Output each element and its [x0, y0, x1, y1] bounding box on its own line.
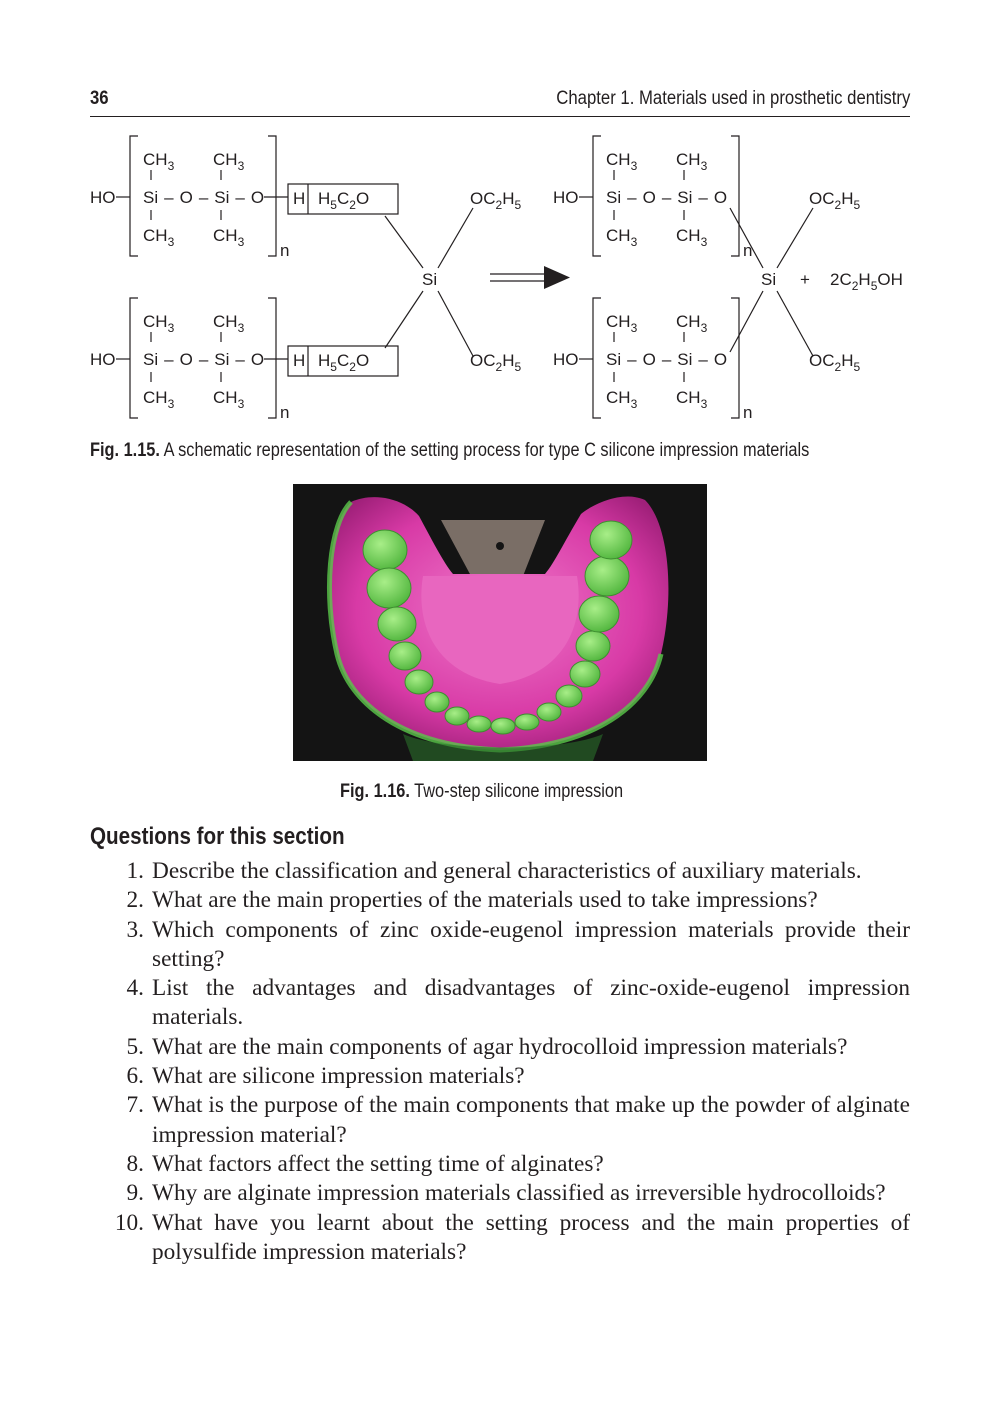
svg-text:OC2H5: $OC_2H_5$: [470, 189, 522, 212]
list-item: 10. What have you learnt about the setting process and the main properties of polysulfide impression materials?: [114, 1209, 910, 1265]
figure-caption-text: Two-step silicone impression: [409, 781, 624, 802]
svg-text:HO: HO: [553, 350, 579, 369]
list-item: 6. What are silicone impression materials?: [126, 1063, 525, 1090]
svg-text:OC2H5: $OC_2H_5$: [809, 351, 861, 374]
list-item: 2. What are the main properties of the materials used to take impressions?: [126, 887, 818, 914]
figure-1-16-caption: [340, 781, 623, 803]
setting-reaction-scheme: [80, 128, 920, 428]
figure-label: Fig. 1.15.: [90, 440, 160, 461]
list-item: 8. What factors affect the setting time of alginates?: [126, 1150, 604, 1177]
crosslinked-silicon: [730, 189, 903, 374]
svg-text:OC2H5: $OC_2H_5$: [809, 189, 861, 212]
list-item: 3. Which components of zinc oxide-eugenol impression materials provide their setting?: [126, 916, 910, 972]
svg-text:OC2H5: $OC_2H_5$: [470, 351, 522, 374]
running-head: [90, 86, 910, 117]
chapter-title: Chapter 1. Materials used in prosthetic dentistry: [555, 88, 910, 109]
reactant-polymer-top: [90, 136, 398, 260]
questions-list: [90, 857, 910, 1267]
reaction-arrow: [490, 266, 570, 289]
svg-text:HO: HO: [90, 188, 116, 207]
svg-text:H: H: [293, 189, 306, 208]
svg-text:H5C2O: $H_5C_2O$: [318, 351, 370, 374]
section-title: Questions for this section: [90, 823, 345, 850]
svg-text:Si: Si: [761, 270, 777, 289]
svg-text:Si: Si: [422, 270, 438, 289]
page-number: 36: [90, 88, 109, 109]
figure-caption-text: A schematic representation of the setting process for type C silicone impression materials: [159, 440, 810, 461]
list-item: 7. What is the purpose of the main components that make up the powder of alginate impression material?: [126, 1092, 910, 1148]
svg-text:H: H: [293, 351, 306, 370]
product-polymer-top: [553, 136, 752, 260]
product-polymer-bottom: [553, 298, 752, 422]
list-item: 9. Why are alginate impression materials classified as irreversible hydrocolloids?: [126, 1180, 886, 1207]
svg-text:HO: HO: [553, 188, 579, 207]
list-item: 1. Describe the classification and general characteristics of auxiliary materials.: [126, 858, 862, 884]
list-item: 5. What are the main components of agar hydrocolloid impression materials?: [126, 1033, 848, 1060]
silicone-impression-photo: [293, 484, 707, 761]
plus-sign: +: [800, 270, 810, 289]
svg-text:HO: HO: [90, 350, 116, 369]
figure-label: Fig. 1.16.: [340, 781, 410, 802]
reactant-polymer-bottom: [90, 298, 398, 422]
figure-1-15-caption: [90, 440, 810, 462]
list-item: 4. List the advantages and disadvantages of zinc-oxide-eugenol impression materials.: [126, 975, 910, 1031]
svg-text:H5C2O: $H_5C_2O$: [318, 189, 370, 212]
ethanol-byproduct: $2C_2H_5OH$: [830, 270, 903, 293]
